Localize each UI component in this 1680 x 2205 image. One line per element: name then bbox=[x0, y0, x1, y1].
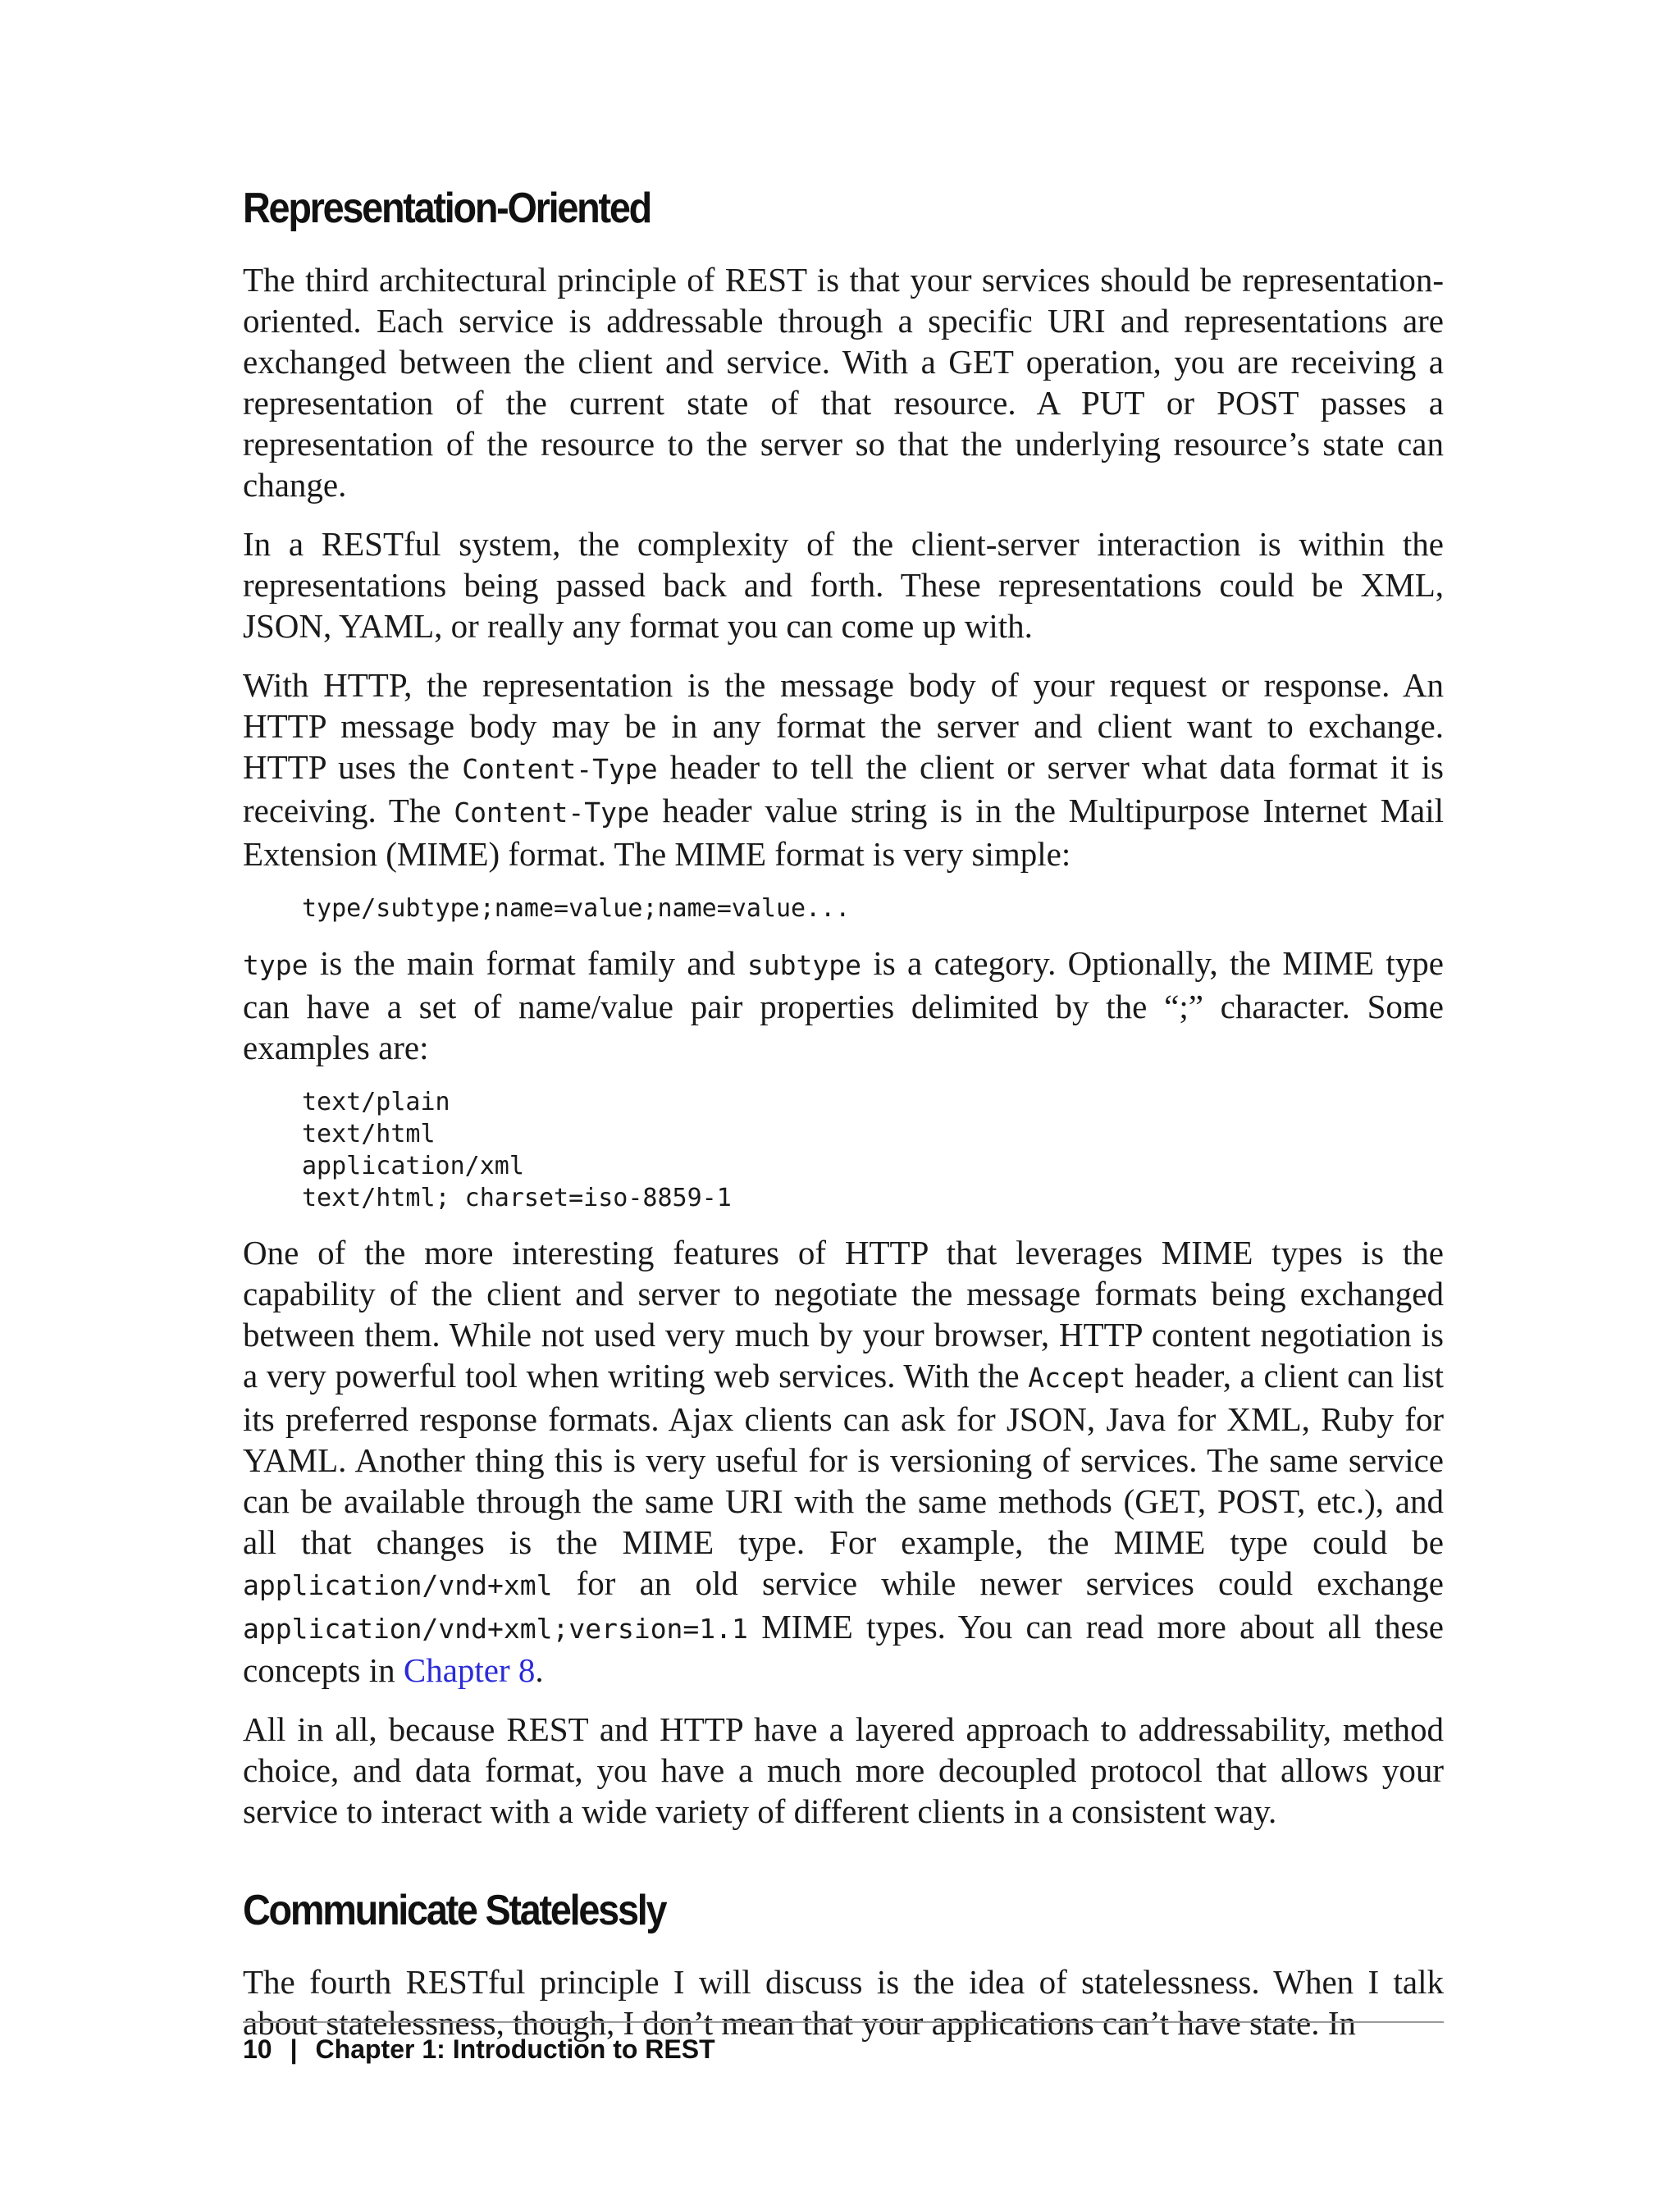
page-number: 10 bbox=[243, 2034, 272, 2064]
text-run: MIME types. You can read more about all these concepts in bbox=[243, 1608, 1444, 1689]
inline-code-mime-old: application/vnd+xml bbox=[243, 1569, 553, 1601]
text-run: header to tell the client or server what data format it is receiving. The bbox=[243, 748, 1444, 829]
text-run: . bbox=[535, 1651, 544, 1689]
paragraph-statelessness-intro: The fourth RESTful principle I will discuss is the idea of statelessness. When I talk about statelessness, though, I don’t mean that your applications can’t have state. In bbox=[243, 1963, 1444, 2042]
paragraph-summary: All in all, because REST and HTTP have a layered approach to addressability, method choice, and data format, you have a much more decoupled protocol that allows your service to interact with a wide variety of different clients in a consistent way. bbox=[243, 1710, 1444, 1830]
text-run: With HTTP, the representation is the message body of your request or response. An HTTP message body may be in any format the server and client want to exchange. HTTP uses the bbox=[243, 666, 1444, 786]
paragraph-representation-intro: The third architectural principle of REST is that your services should be representation-oriented. Each service is addressable through a specific URI and representations are exchanged between the client and service. With a GET operation, you are receiving a representation of the current state of that resource. A PUT or POST passes a representation of the resource to the server so that the underlying resource’s state can change. bbox=[243, 261, 1444, 504]
section-heading-representation-oriented: Representation-Oriented bbox=[243, 185, 651, 232]
text-run: for an old service while newer services could exchange bbox=[552, 1564, 1444, 1602]
paragraph-restful-complexity: In a RESTful system, the complexity of the client-server interaction is within the representations being passed back and forth. These representations could be XML, JSON, YAML, or really any format you can come up with. bbox=[243, 525, 1444, 645]
paragraph-content-negotiation bbox=[243, 1232, 1444, 1691]
inline-code-type: type bbox=[243, 949, 308, 981]
inline-code-mime-versioned: application/vnd+xml;version=1.1 bbox=[243, 1613, 748, 1645]
code-block-mime-examples: text/plain text/html application/xml text/html; charset=iso-8859-1 bbox=[302, 1088, 732, 1212]
footer-chapter-title: Chapter 1: Introduction to REST bbox=[315, 2034, 715, 2064]
inline-code-content-type: Content-Type bbox=[454, 797, 650, 829]
footer-separator: | bbox=[290, 2034, 298, 2064]
inline-code-accept: Accept bbox=[1028, 1362, 1126, 1394]
inline-code-content-type: Content-Type bbox=[462, 753, 658, 785]
text-run: is the main format family and bbox=[308, 944, 747, 982]
text-run: is a category. Optionally, the MIME type can have a set of name/value pair properties delimited by the “;” character. Some examples are: bbox=[243, 944, 1444, 1066]
paragraph-mime-type-description bbox=[243, 943, 1444, 1068]
code-block-mime-format: type/subtype;name=value;name=value... bbox=[302, 894, 851, 923]
text-run: header value string is in the Multipurpose Internet Mail Extension (MIME) format. The MIME format is very simple: bbox=[243, 792, 1445, 873]
text-run: header, a client can list its preferred response formats. Ajax clients can ask for JSON, Java for XML, Ruby for YAML. Another thing this is very useful for is versioning of services. The same service can be available through the same URI with the same methods (GET, POST, etc.), and all that changes is the MIME type. For example, the MIME type could be bbox=[243, 1357, 1444, 1561]
chapter-8-link[interactable]: Chapter 8 bbox=[403, 1651, 536, 1689]
page-footer bbox=[243, 2021, 1444, 2065]
inline-code-subtype: subtype bbox=[746, 949, 861, 981]
section-heading-communicate-statelessly: Communicate Statelessly bbox=[243, 1887, 666, 1934]
paragraph-http-representation bbox=[243, 664, 1444, 874]
page-content bbox=[243, 176, 1444, 2061]
text-run: One of the more interesting features of HTTP that leverages MIME types is the capability of the client and server to negotiate the message formats being exchanged between them. While not used very much by your browser, HTTP content negotiation is a very powerful tool when writing web services. With the bbox=[243, 1234, 1444, 1395]
